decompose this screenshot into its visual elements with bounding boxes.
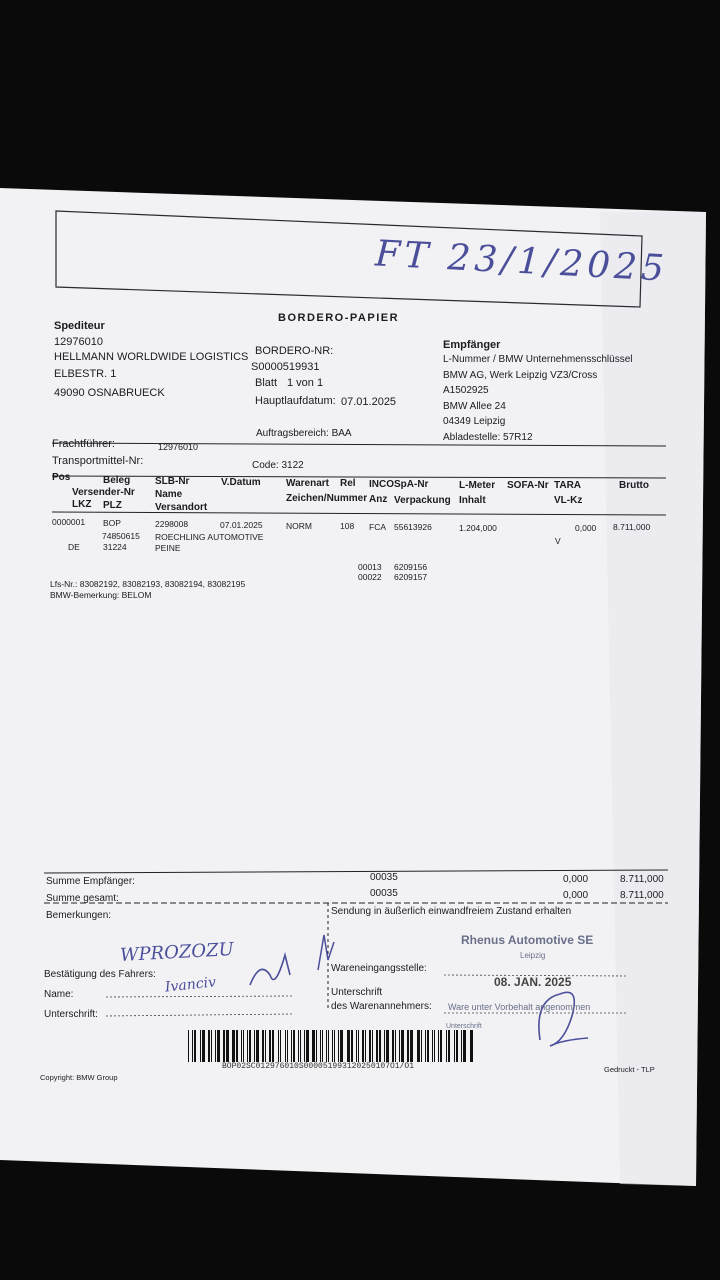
col-rel: Rel bbox=[340, 478, 356, 489]
summe-empfaenger-anz: 00035 bbox=[370, 872, 398, 883]
pkg1-nr: 6209156 bbox=[394, 562, 428, 572]
col-slb: SLB-Nr bbox=[155, 476, 190, 487]
transportmittel-label: Transportmittel-Nr: bbox=[52, 455, 144, 467]
spediteur-name: HELLMANN WORLDWIDE LOGISTICS bbox=[54, 351, 249, 363]
col-inco: INCO bbox=[369, 479, 394, 490]
auftragsbereich: Auftragsbereich: BAA bbox=[256, 428, 352, 439]
stamp-company: Rhenus Automotive SE bbox=[461, 933, 594, 947]
row-tara: 0,000 bbox=[575, 523, 597, 533]
row-vdatum: 07.01.2025 bbox=[220, 520, 263, 530]
row-slb: 2298008 bbox=[155, 519, 189, 529]
stamp-city: Leipzig bbox=[520, 951, 546, 960]
col-vdatum: V.Datum bbox=[221, 477, 261, 488]
col-pos: Pos bbox=[52, 472, 71, 483]
empfaenger-line1: L-Nummer / BMW Unternehmensschlüssel bbox=[443, 354, 633, 365]
barcode-text: BOP02SC012976010S000051993120250107O1/O1 bbox=[222, 1062, 415, 1071]
empfaenger-line5: 04349 Leipzig bbox=[443, 416, 506, 427]
row-versender: 74850615 bbox=[102, 531, 140, 541]
col-sofa: SOFA-Nr bbox=[507, 480, 549, 491]
row-name: ROECHLING AUTOMOTIVE bbox=[155, 532, 264, 542]
stamp-ware-vorbehalt: Ware unter Vorbehalt angenommen bbox=[448, 1002, 591, 1012]
hauptlauf-value: 07.01.2025 bbox=[341, 396, 397, 408]
name-label: Name: bbox=[44, 989, 74, 1000]
empfaenger-line3: A1502925 bbox=[443, 385, 489, 396]
blatt-value: 1 von 1 bbox=[287, 377, 324, 389]
pkg2-anz: 00022 bbox=[358, 572, 382, 582]
bemerkungen-label: Bemerkungen: bbox=[46, 910, 112, 921]
empfaenger-line6: Abladestelle: 57R12 bbox=[443, 432, 533, 443]
code-value: Code: 3122 bbox=[252, 460, 304, 471]
col-lmeter: L-Meter bbox=[459, 480, 496, 491]
bestaetigung-label: Bestätigung des Fahrers: bbox=[44, 969, 156, 980]
frachtfuehrer-label: Frachtführer: bbox=[52, 438, 115, 450]
col-verpackung: Verpackung bbox=[394, 495, 451, 506]
row-warenart: NORM bbox=[286, 521, 312, 531]
sendung-text: Sendung in äußerlich einwandfreiem Zustand erhalten bbox=[331, 906, 572, 917]
unterschrift-label: Unterschrift: bbox=[44, 1009, 98, 1020]
bordero-nr-value: S0000519931 bbox=[251, 361, 320, 373]
spediteur-city: 49090 OSNABRUECK bbox=[54, 387, 165, 399]
driver-handwritten-number: WPROZOZU bbox=[119, 939, 235, 966]
row-rel: 108 bbox=[340, 521, 355, 531]
col-inhalt: Inhalt bbox=[459, 495, 486, 506]
hauptlauf-label: Hauptlaufdatum: bbox=[255, 395, 336, 407]
col-tara: TARA bbox=[554, 480, 582, 491]
col-anz: Anz bbox=[369, 494, 388, 505]
spediteur-number: 12976010 bbox=[54, 336, 103, 348]
col-plz: PLZ bbox=[103, 500, 122, 511]
summe-gesamt-label: Summe gesamt: bbox=[46, 893, 119, 904]
col-vlkz: VL-Kz bbox=[554, 495, 583, 506]
summe-gesamt-tara: 0,000 bbox=[563, 890, 589, 901]
col-lkz: LKZ bbox=[72, 499, 92, 510]
empfaenger-label: Empfänger bbox=[443, 339, 501, 351]
empfaenger-line4: BMW Allee 24 bbox=[443, 401, 506, 412]
lfs-numbers: Lfs-Nr.: 83082192, 83082193, 83082194, 83082195 bbox=[50, 579, 246, 589]
pkg1-anz: 00013 bbox=[358, 562, 382, 572]
row-spa: 55613926 bbox=[394, 522, 432, 532]
summe-gesamt-anz: 00035 bbox=[370, 888, 398, 899]
row-versandort: PEINE bbox=[155, 543, 181, 553]
gedruckt: Gedruckt - TLP bbox=[604, 1065, 655, 1074]
summe-empfaenger-label: Summe Empfänger: bbox=[46, 876, 135, 887]
bordero-nr-label: BORDERO-NR: bbox=[255, 345, 334, 357]
spediteur-label: Spediteur bbox=[54, 320, 105, 332]
wareneingang-label: Wareneingangsstelle: bbox=[331, 963, 427, 974]
warenannehmer-label: des Warenannehmers: bbox=[331, 1001, 432, 1012]
unterschrift2-label: Unterschrift bbox=[331, 987, 383, 998]
bmw-bemerkung: BMW-Bemerkung: BELOM bbox=[50, 590, 152, 600]
summe-empfaenger-brutto: 8.711,000 bbox=[620, 874, 664, 885]
unterschrift-small: Unterschrift bbox=[446, 1023, 482, 1030]
col-beleg: Beleg bbox=[103, 475, 131, 486]
frachtfuehrer-value: 12976010 bbox=[158, 442, 199, 452]
row-vlkz: V bbox=[555, 536, 561, 546]
row-beleg: BOP bbox=[103, 518, 121, 528]
row-brutto: 8.711,000 bbox=[613, 522, 651, 532]
col-brutto: Brutto bbox=[619, 480, 649, 491]
row-plz: 31224 bbox=[103, 542, 127, 552]
summe-gesamt-brutto: 8.711,000 bbox=[620, 890, 664, 901]
spediteur-street: ELBESTR. 1 bbox=[54, 368, 117, 380]
col-zeichen: Zeichen/Nummer bbox=[286, 493, 368, 504]
col-versender: Versender-Nr bbox=[72, 487, 135, 498]
handwritten-note: FT 23/1/2025 bbox=[374, 233, 669, 290]
blatt-label: Blatt bbox=[255, 377, 278, 389]
summe-empfaenger-tara: 0,000 bbox=[563, 874, 589, 885]
row-pos: 0000001 bbox=[52, 517, 86, 527]
driver-handwritten-name: Ivanciv bbox=[164, 974, 217, 996]
document-title: BORDERO-PAPIER bbox=[278, 312, 400, 324]
stamp-date: 08. JAN. 2025 bbox=[494, 975, 572, 989]
row-inco: FCA bbox=[369, 522, 386, 532]
col-versandort: Versandort bbox=[155, 502, 208, 513]
row-lmeter: 1.204,000 bbox=[459, 523, 497, 533]
col-name: Name bbox=[155, 489, 183, 500]
col-spa: SpA-Nr bbox=[394, 479, 429, 490]
barcode bbox=[186, 1030, 478, 1066]
copyright: Copyright: BMW Group bbox=[40, 1073, 118, 1082]
pkg2-nr: 6209157 bbox=[394, 572, 428, 582]
col-warenart: Warenart bbox=[286, 478, 329, 489]
empfaenger-line2: BMW AG, Werk Leipzig VZ3/Cross bbox=[443, 370, 598, 381]
row-lkz: DE bbox=[68, 542, 80, 552]
